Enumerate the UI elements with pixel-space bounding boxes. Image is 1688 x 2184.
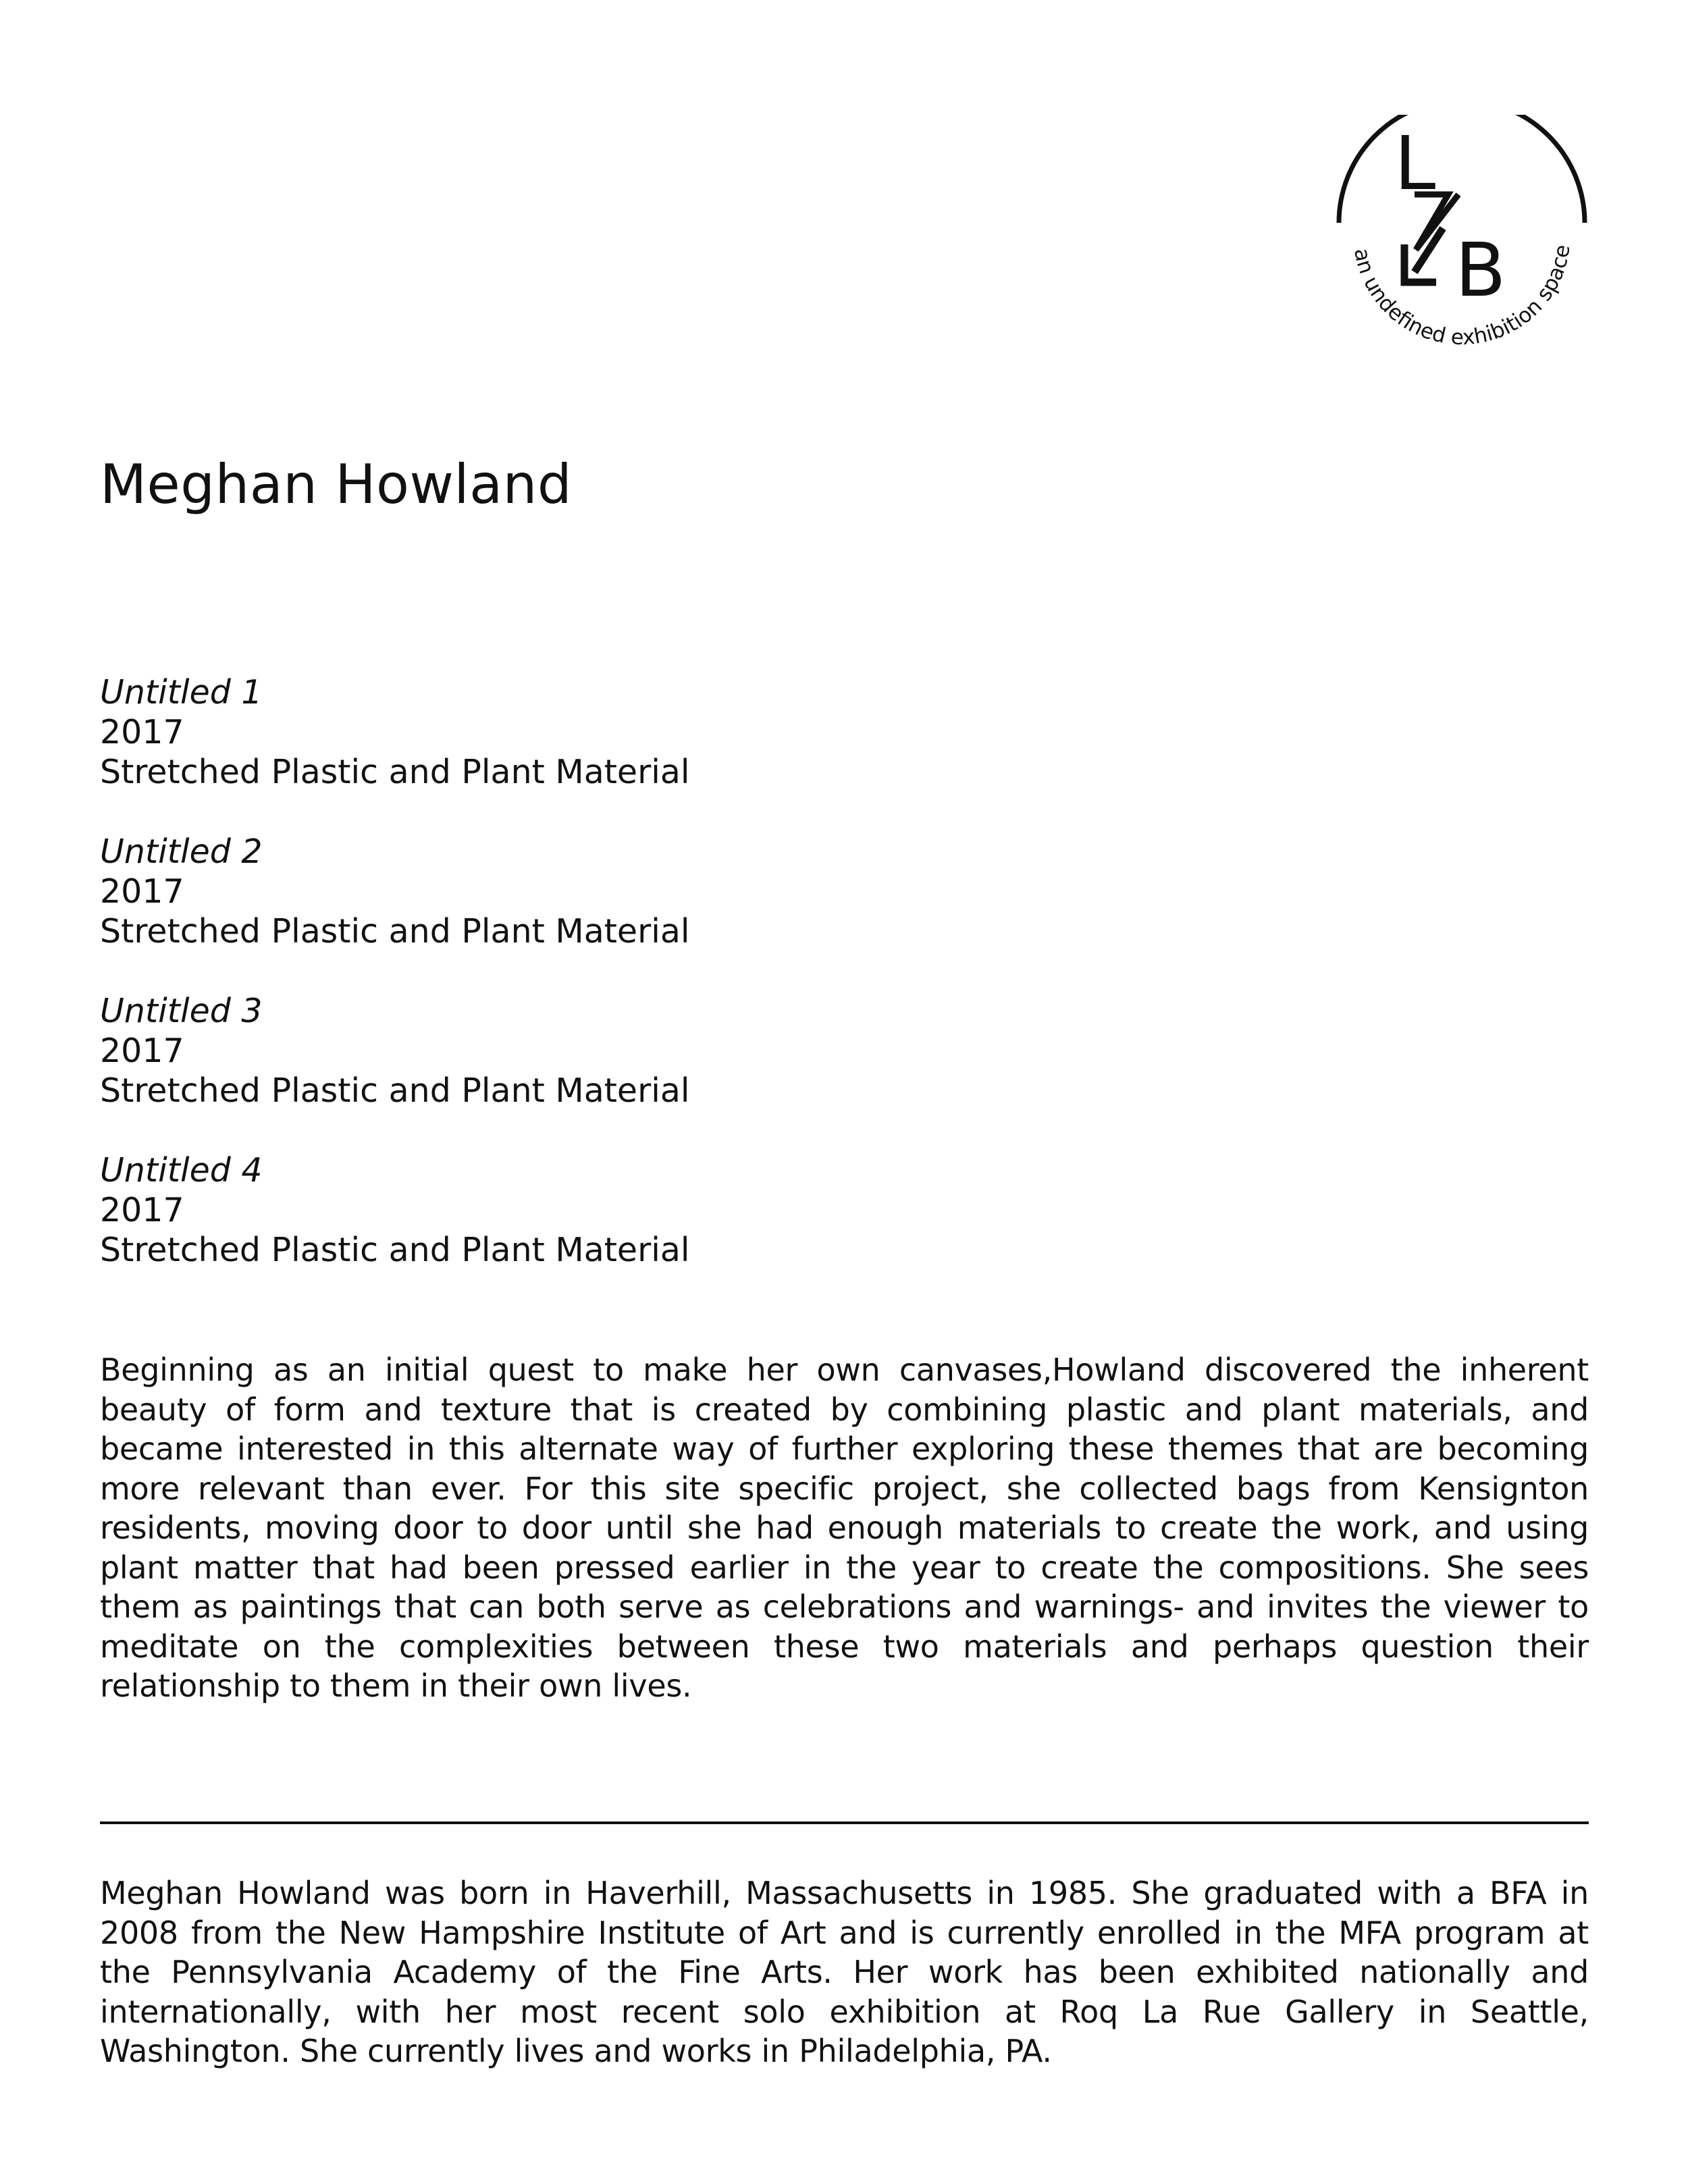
logo-ring-arc	[1339, 115, 1585, 223]
work-medium: Stretched Plastic and Plant Material	[100, 1231, 690, 1269]
section-divider	[100, 1821, 1589, 1824]
artist-statement: Beginning as an initial quest to make her own canvases,Howland discovered the inherent beauty of form and texture that is created by combining plastic and plant materials, and became interested in this alternate way of further exploring these themes that are becoming more relevant than ever. For this site specific project, she collected bags from Kensignton residents, moving door to door until she had enough materials to create the work, and using plant matter that had been pressed earlier in the year to create the compositions. She sees them as paintings that can both serve as celebrations and warnings- and invites the viewer to meditate on the complexities between these two materials and perhaps question their relationship to them in their own lives.	[100, 1352, 1589, 1704]
work-item	[100, 832, 1045, 991]
work-item	[100, 672, 1045, 832]
work-title: Untitled 1	[100, 673, 263, 712]
artist-bio: Meghan Howland was born in Haverhill, Massachusetts in 1985. She graduated with a BFA in 2008 from the New Hampshire Institute of Art and is currently enrolled in the MFA program at the Pennsylvania Academy of the Fine Arts. Her work has been exhibited nationally and internationally, with her most recent solo exhibition at Roq La Rue Gallery in Seattle, Washington. She currently lives and works in Philadelphia, PA.	[100, 1875, 1589, 2069]
work-medium: Stretched Plastic and Plant Material	[100, 753, 690, 791]
logo-letter-top: L	[1394, 120, 1436, 207]
lzb-logo-mark	[1334, 115, 1597, 365]
work-medium: Stretched Plastic and Plant Material	[100, 912, 690, 951]
work-medium: Stretched Plastic and Plant Material	[100, 1071, 690, 1110]
work-title: Untitled 3	[100, 992, 263, 1030]
work-item	[100, 991, 1045, 1150]
work-item	[100, 1150, 1045, 1310]
work-year: 2017	[100, 713, 184, 751]
work-year: 2017	[100, 872, 184, 911]
work-year: 2017	[100, 1191, 184, 1229]
artist-name: Meghan Howland	[100, 453, 573, 516]
work-title: Untitled 2	[100, 832, 263, 871]
work-year: 2017	[100, 1032, 184, 1070]
works-list	[100, 672, 1045, 1310]
gallery-logo	[1334, 115, 1597, 365]
work-title: Untitled 4	[100, 1151, 263, 1190]
logo-ring-text: an undefined exhibition space	[1349, 243, 1575, 350]
logo-letter-bottom: B	[1455, 227, 1506, 313]
